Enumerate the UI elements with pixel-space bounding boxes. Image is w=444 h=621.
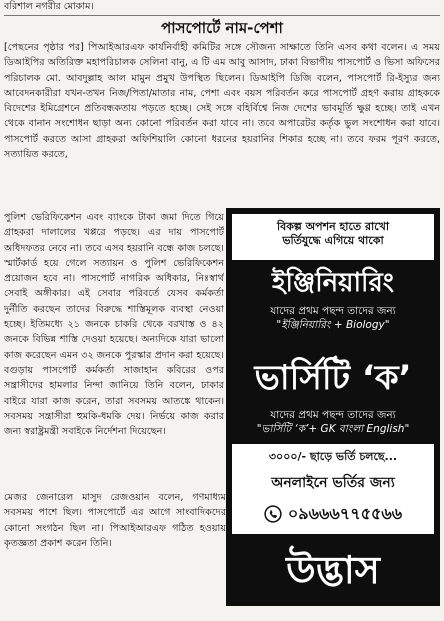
article-text-ending (4, 490, 226, 620)
ad-tagline-2: ভর্তিযুদ্ধে এগিয়ে থাকো (282, 234, 384, 247)
article-text-column (4, 210, 224, 490)
ad-engineering-subtitle: যাদের প্রথম পছন্দ তাদের জন্য (270, 305, 396, 317)
ad-varsity-title: ভার্সিটি ‘ক’ (254, 358, 412, 398)
ad-contact-box (232, 444, 434, 534)
ad-tagline-box (232, 214, 434, 260)
article-headline: পাসপোর্টে নাম-পেশা (161, 19, 283, 37)
ad-engineering-subjects: "ইঞ্জিনিয়ারিং + Biology" (276, 319, 390, 331)
ad-engineering-title: ইঞ্জিনিয়ারিং (272, 268, 394, 298)
article-paragraph-top: [পেছনের পৃষ্ঠার পর] পিআইআরএফ কার্যনির্বাহী কমিটির সঙ্গে সৌজন্য সাক্ষাতে তিনি এসব কথা বলেন। এ সময় ডিআইপির অতিরিক্ত মহাপরিচালক সেলিনা বানু, এ টি এম আবু আসাদ, ঢাকা বিভাগীয় পাসপোর্ট ও ভিসা অফিসের পরিচালক মো. আবদুল্লাহ আল মামুন প্রমুখ উপস্থিত ছিলেন। ডিআইপি ডিজি বলেন, পাসপোর্ট রি-ইস্যুর জন্য আবেদনকারীরা যখন-তখন নিজ/পিতা/মাতার নাম, পেশা এবং বয়স পরিবর্তন করে পাসপোর্ট গ্রহণ করায় গ্রাহককে বিদেশের ইমিগ্রেশনে প্রতিবন্ধকতায় পড়তে হচ্ছে। সেই সঙ্গে বহির্বিশ্বে নিজ দেশের ভাবমূর্তি ক্ষুণ্ণ হচ্ছে। তাই এখন থেকে বানান সংশোধন ছাড়া অন্য কোনো পরিবর্তন করা যাবে না। তবে অপারেটর কর্তৃক ভুল সংশোধন করা যাবে। পাসপোর্ট করতে আসা গ্রাহকরা অফিশিয়ালি কোনো ধরনের হয়রানির শিকার হচ্ছে না। তবে ফরম পূরণ করতে, সত্যায়িত করতে, (4, 42, 440, 161)
advertisement (226, 208, 440, 606)
article-paragraph-bottom: মেজর জেনারেল মাসুদ রেজওয়ান বলেন, গণমাধ্যম সবসময় পাশে ছিল। পাসপোর্টে এর আগে সাংবাদিকদের কোনো সংগঠন ছিল না। পিআইআরএফ গঠিত হওয়ায় কৃতজ্ঞতা প্রকাশ করেন তিনি। (4, 492, 226, 549)
ad-varsity-subjects: "ভার্সিটি ‘ক’+ GK বাংলা English" (256, 423, 410, 435)
article-text-full-width (4, 40, 440, 208)
ad-discount-line: ৩০০০/- ছাড়ে ভর্তি চলছে... (268, 450, 398, 463)
ad-phone-line (232, 500, 434, 528)
article-paragraph-left: পুলিশ ভেরিফিকেশন এবং ব্যাংকে টাকা জমা দিতে গিয়ে গ্রাহকরা দালালের খপ্পরে পড়ছে। এর দায় পাসপোর্ট অধিদফতর নেবে না। তবে এসব হয়রানি বন্ধে কাজ চলছে। স্মার্টকার্ড হয়ে গেলে সত্যায়ন ও পুলিশ ভেরিফিকেশন প্রয়োজন হবে না। পাসপোর্ট নাগরিক অধিকার, নিঃস্বার্থ সেবাই অঙ্গীকার। এই সেবার পরিবর্তে যেসব কর্মকর্তা দুর্নীতি করছেন তাদের বিরুদ্ধে শাস্তিমূলক ব্যবস্থা নেওয়া হচ্ছে। ইতিমধ্যে ২১ জনকে চাকরি থেকে বরখাস্ত ও ৪২ জনকে বিভিন্ন শাস্তি দেওয়া হয়েছে। অন্যদিকে যারা ভালো কাজ করেছেন এমন ৩২ জনকে পুরস্কার প্রদান করা হয়েছে। বগুড়ায় পাসপোর্ট কর্মকর্তা সাজাহান কবিরের ওপর সন্ত্রাসীদের হামলার নিন্দা জানিয়ে তিনি বলেন, ঢাকার বাইরে যারা কাজ করেন, তারা সবসময় আতঙ্কে থাকেন। সবসময় সন্ত্রাসীরা হুমকি-ধমকি দেয়। নির্ভয়ে কাজ করার জন্য স্বরাষ্ট্রমন্ত্রী সবাইকে নির্দেশনা দিয়েছেন। (4, 212, 224, 438)
ad-online-admission: অনলাইনে ভর্তির জন্য (271, 475, 395, 491)
ad-tagline-1: বিকল্প অপশন হাতে রাখো (276, 220, 390, 233)
phone-icon (264, 505, 282, 523)
ad-varsity-subtitle: যাদের প্রথম পছন্দ তাদের জন্য (270, 409, 396, 421)
ad-phone-number: ০৯৬৬৬৭৭৫৫৬৬ (287, 503, 403, 523)
divider (4, 15, 440, 16)
previous-article-tail: বরিশাল নগরীর মোকাম। (4, 1, 94, 12)
ad-brand-logo: উদ্ভাস (286, 548, 380, 592)
